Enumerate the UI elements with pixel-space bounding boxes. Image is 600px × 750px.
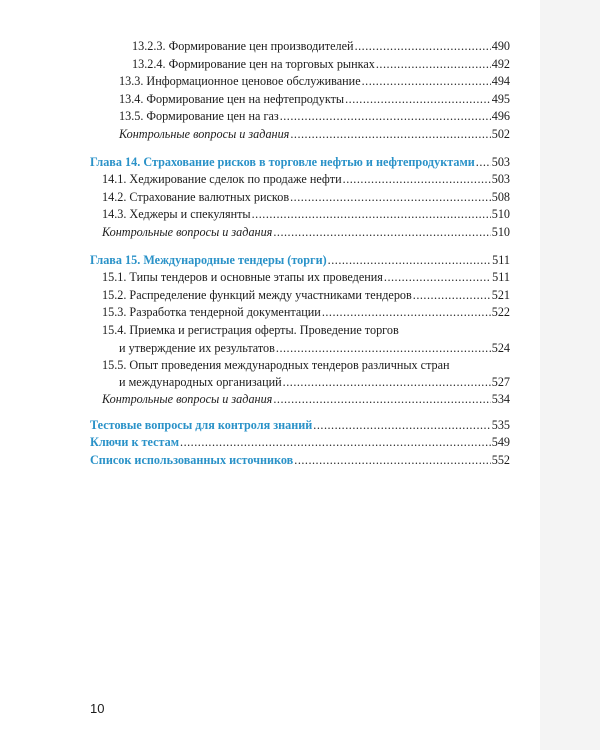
toc-entry-13-5[interactable]: 13.5. Формирование цен на газ ..... 496 — [90, 108, 510, 126]
toc-tests[interactable]: Тестовые вопросы для контроля знаний ..... 535 — [90, 417, 510, 435]
table-of-contents — [90, 38, 510, 469]
toc-entry-15-1[interactable]: 15.1. Типы тендеров и основные этапы их проведения ..... 511 — [90, 269, 510, 287]
toc-entry-13-2-4[interactable]: 13.2.4. Формирование цен на торговых рынках ..... 492 — [90, 56, 510, 74]
toc-entry-13-3[interactable]: 13.3. Информационное ценовое обслуживание ..... 494 — [90, 73, 510, 91]
toc-chapter-15[interactable]: Глава 15. Международные тендеры (торги) ..... 511 — [90, 252, 510, 270]
toc-entry-review-13[interactable]: Контрольные вопросы и задания ..... 502 — [90, 126, 510, 144]
toc-entry-14-1[interactable]: 14.1. Хеджирование сделок по продаже нефти ..... 503 — [90, 171, 510, 189]
toc-answer-keys[interactable]: Ключи к тестам ..... 549 — [90, 434, 510, 452]
toc-entry-15-4[interactable]: 15.4. Приемка и регистрация оферты. Проведение торгов и утверждение их результатов ..... 524 — [90, 322, 510, 357]
toc-entry-13-4[interactable]: 13.4. Формирование цен на нефтепродукты ..... 495 — [90, 91, 510, 109]
page-edge — [540, 0, 600, 750]
toc-entry-14-2[interactable]: 14.2. Страхование валютных рисков ..... 508 — [90, 189, 510, 207]
toc-entry-14-3[interactable]: 14.3. Хеджеры и спекулянты ..... 510 — [90, 206, 510, 224]
toc-entry-review-15[interactable]: Контрольные вопросы и задания ..... 534 — [90, 391, 510, 409]
toc-chapter-14[interactable]: Глава 14. Страхование рисков в торговле нефтью и нефтепродуктами ..... 503 — [90, 154, 510, 172]
toc-references[interactable]: Список использованных источников ..... 552 — [90, 452, 510, 470]
toc-entry-15-2[interactable]: 15.2. Распределение функций между участниками тендеров ..... 521 — [90, 287, 510, 305]
page-number: 10 — [90, 701, 105, 716]
toc-entry-13-2-3[interactable]: 13.2.3. Формирование цен производителей ..... 490 — [90, 38, 510, 56]
toc-entry-15-3[interactable]: 15.3. Разработка тендерной документации ..... 522 — [90, 304, 510, 322]
toc-entry-review-14[interactable]: Контрольные вопросы и задания ..... 510 — [90, 224, 510, 242]
toc-entry-15-5[interactable]: 15.5. Опыт проведения международных тендеров различных стран и международных организаций ..... 527 — [90, 357, 510, 392]
